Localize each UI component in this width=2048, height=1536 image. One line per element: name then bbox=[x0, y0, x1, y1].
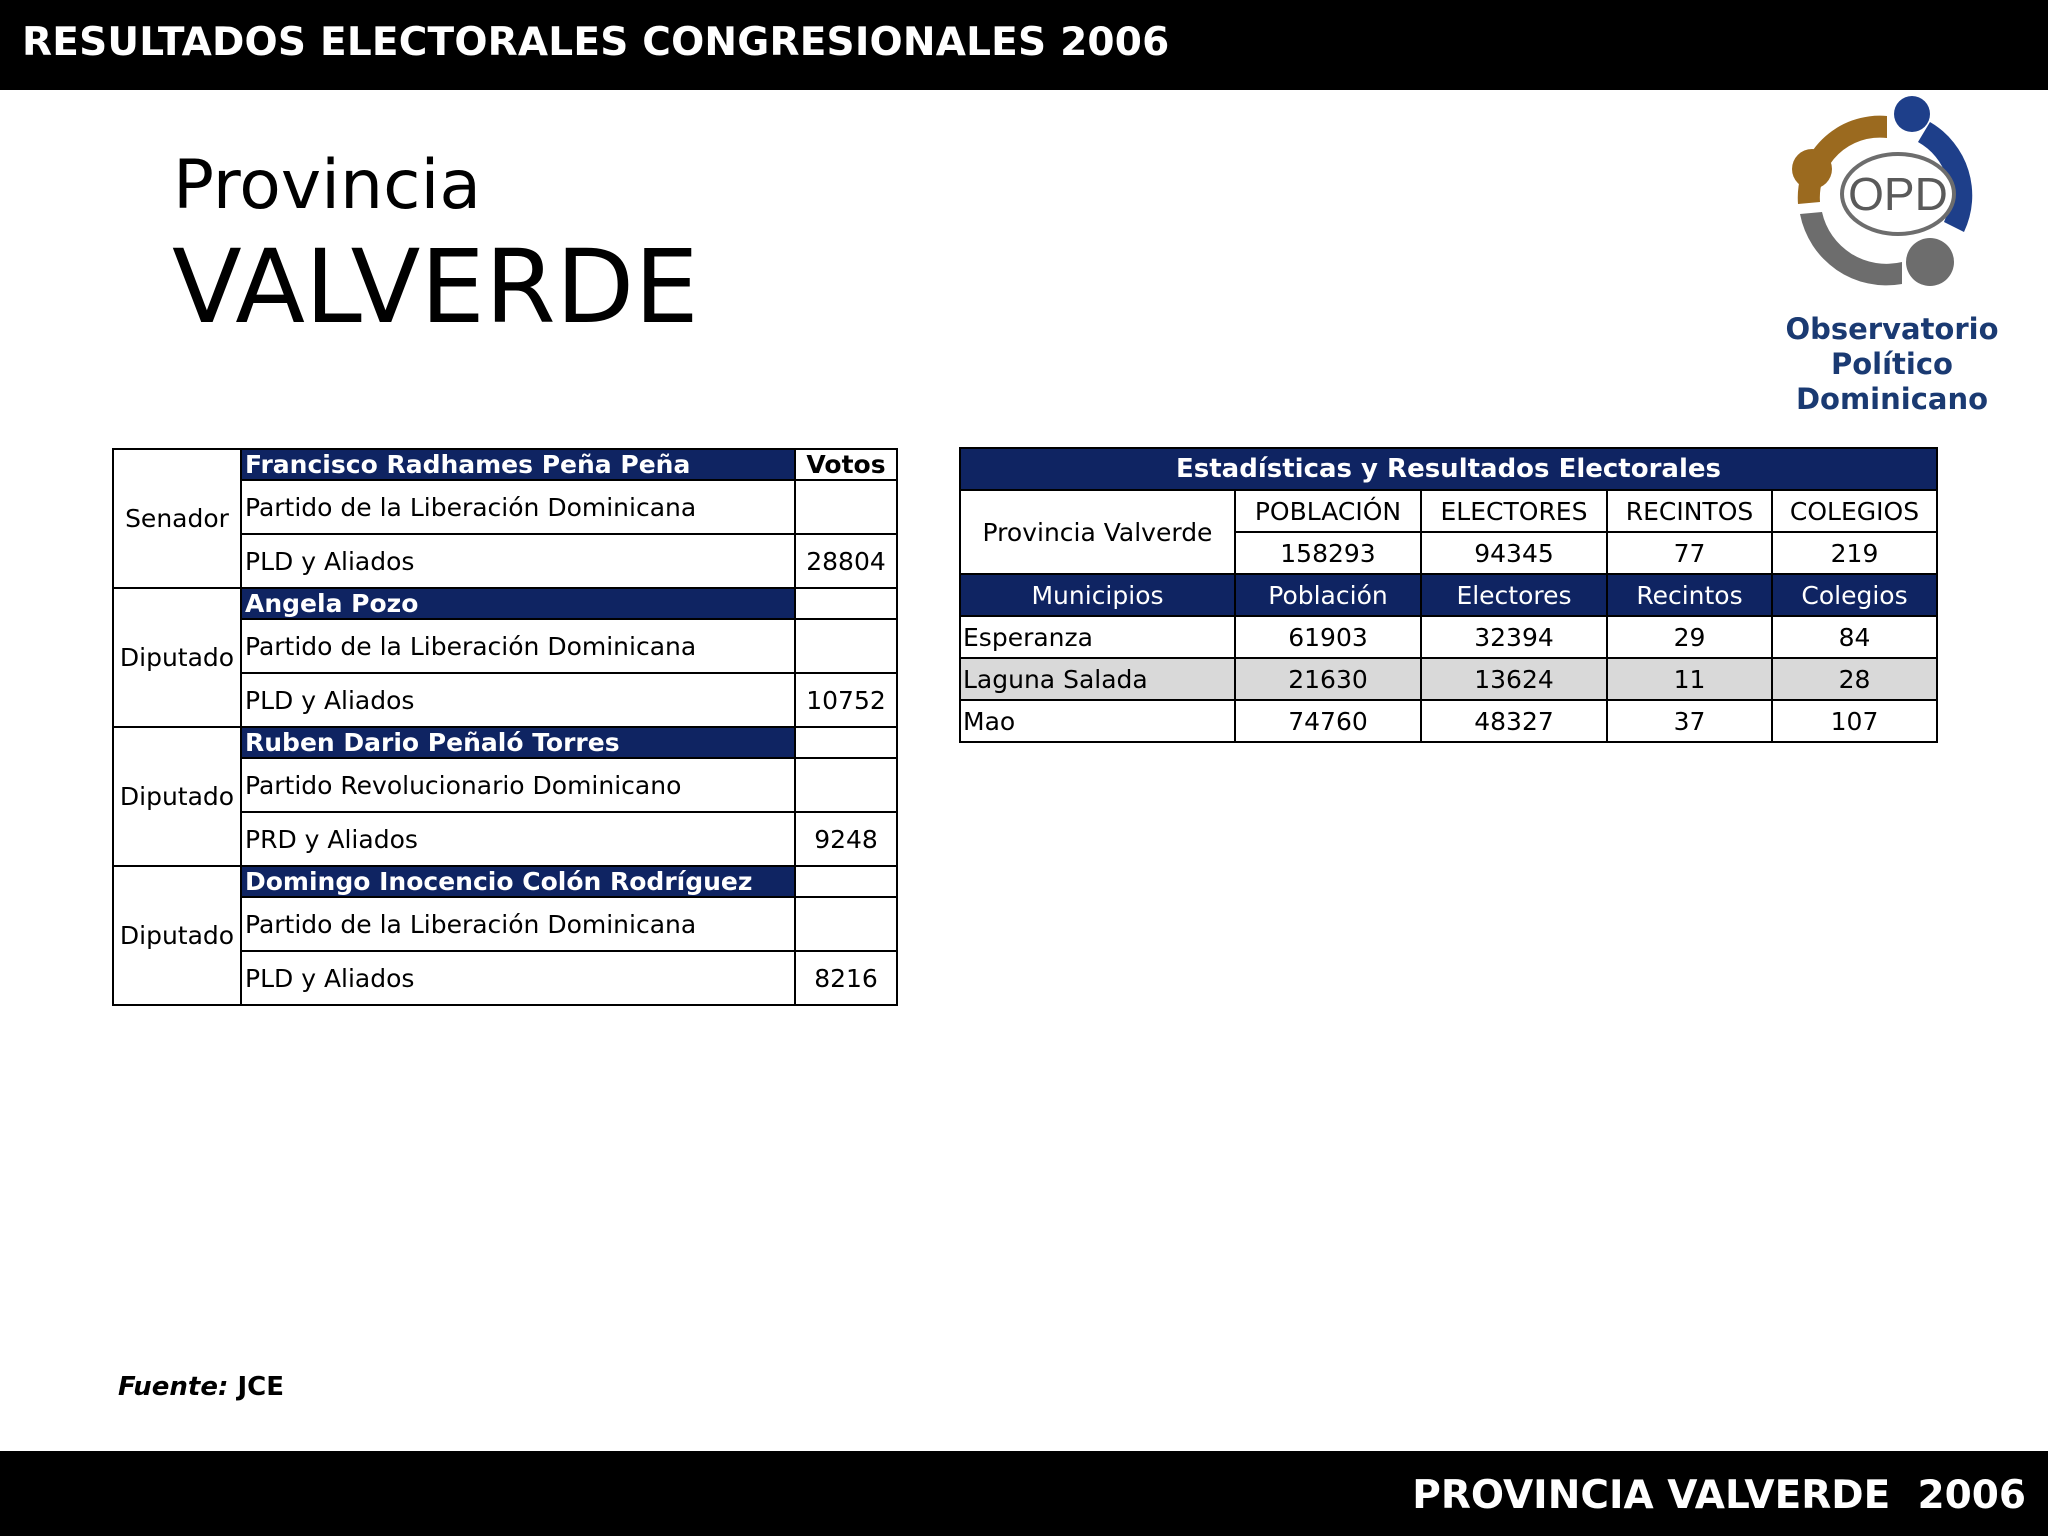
summary-header: POBLACIÓN bbox=[1235, 490, 1421, 532]
footer-title: PROVINCIA VALVERDE 2006 bbox=[1412, 1473, 2026, 1518]
municipality-value: 61903 bbox=[1235, 616, 1421, 658]
footer-bar bbox=[0, 1451, 2048, 1536]
alliance-name: PLD y Aliados bbox=[241, 673, 795, 727]
municipality-value: 37 bbox=[1607, 700, 1772, 742]
header-title: RESULTADOS ELECTORALES CONGRESIONALES 2006 bbox=[22, 20, 1170, 65]
header-bar bbox=[0, 0, 2048, 90]
stats-title-row bbox=[960, 448, 1937, 490]
muni-header: Colegios bbox=[1772, 574, 1937, 616]
province-name: VALVERDE bbox=[172, 228, 699, 347]
votes-empty-cell bbox=[795, 897, 897, 951]
votes-value: 10752 bbox=[795, 673, 897, 727]
votes-empty-cell bbox=[795, 588, 897, 619]
votes-value: 8216 bbox=[795, 951, 897, 1005]
summary-value: 77 bbox=[1607, 532, 1772, 574]
candidate-name-row bbox=[113, 449, 897, 480]
summary-value: 158293 bbox=[1235, 532, 1421, 574]
summary-header: ELECTORES bbox=[1421, 490, 1607, 532]
municipality-row bbox=[960, 658, 1937, 700]
province-label: Provincia bbox=[173, 146, 482, 225]
summary-value: 219 bbox=[1772, 532, 1937, 574]
candidate-name-row bbox=[113, 727, 897, 758]
municipality-row bbox=[960, 700, 1937, 742]
muni-header: Electores bbox=[1421, 574, 1607, 616]
role-cell: Diputado bbox=[113, 727, 241, 866]
votes-empty-cell bbox=[795, 619, 897, 673]
summary-value: 94345 bbox=[1421, 532, 1607, 574]
muni-header-row bbox=[960, 574, 1937, 616]
candidates-table bbox=[112, 448, 898, 1006]
opd-logo bbox=[1752, 94, 2032, 416]
source-value: JCE bbox=[237, 1372, 284, 1402]
summary-header-row bbox=[960, 490, 1937, 532]
municipality-value: 11 bbox=[1607, 658, 1772, 700]
muni-header: Recintos bbox=[1607, 574, 1772, 616]
candidate-name: Angela Pozo bbox=[241, 588, 795, 619]
municipality-value: 107 bbox=[1772, 700, 1937, 742]
municipality-value: 28 bbox=[1772, 658, 1937, 700]
opd-logo-mark bbox=[1752, 94, 2032, 312]
municipality-value: 29 bbox=[1607, 616, 1772, 658]
muni-header: Población bbox=[1235, 574, 1421, 616]
stats-table bbox=[959, 447, 1938, 743]
stats-title: Estadísticas y Resultados Electorales bbox=[960, 448, 1937, 490]
candidate-name: Francisco Radhames Peña Peña bbox=[241, 449, 795, 480]
municipality-value: 84 bbox=[1772, 616, 1937, 658]
summary-header: COLEGIOS bbox=[1772, 490, 1937, 532]
candidate-name: Domingo Inocencio Colón Rodríguez bbox=[241, 866, 795, 897]
municipality-name: Mao bbox=[960, 700, 1235, 742]
party-name: Partido de la Liberación Dominicana bbox=[241, 619, 795, 673]
votes-value: 9248 bbox=[795, 812, 897, 866]
logo-gray-dot bbox=[1906, 238, 1954, 286]
logo-caption bbox=[1752, 312, 2032, 417]
votes-empty-cell bbox=[795, 480, 897, 534]
muni-header: Municipios bbox=[960, 574, 1235, 616]
source-label: Fuente: bbox=[118, 1372, 229, 1402]
candidate-name-row bbox=[113, 866, 897, 897]
candidate-name-row bbox=[113, 588, 897, 619]
votes-header: Votos bbox=[795, 449, 897, 480]
votes-value: 28804 bbox=[795, 534, 897, 588]
votes-empty-cell bbox=[795, 866, 897, 897]
logo-line2: Dominicano bbox=[1795, 382, 1989, 416]
role-cell: Diputado bbox=[113, 866, 241, 1005]
party-name: Partido de la Liberación Dominicana bbox=[241, 480, 795, 534]
municipality-value: 74760 bbox=[1235, 700, 1421, 742]
province-summary-label: Provincia Valverde bbox=[960, 490, 1235, 574]
source-note bbox=[118, 1372, 284, 1402]
votes-empty-cell bbox=[795, 727, 897, 758]
logo-blue-dot bbox=[1894, 96, 1930, 132]
party-name: Partido de la Liberación Dominicana bbox=[241, 897, 795, 951]
municipality-name: Esperanza bbox=[960, 616, 1235, 658]
municipality-name: Laguna Salada bbox=[960, 658, 1235, 700]
municipality-value: 32394 bbox=[1421, 616, 1607, 658]
logo-acronym: OPD bbox=[1848, 168, 1948, 220]
municipality-row bbox=[960, 616, 1937, 658]
party-name: Partido Revolucionario Dominicano bbox=[241, 758, 795, 812]
municipality-value: 48327 bbox=[1421, 700, 1607, 742]
role-cell: Senador bbox=[113, 449, 241, 588]
candidate-name: Ruben Dario Peñaló Torres bbox=[241, 727, 795, 758]
alliance-name: PRD y Aliados bbox=[241, 812, 795, 866]
municipality-value: 13624 bbox=[1421, 658, 1607, 700]
logo-line1: Observatorio Político bbox=[1785, 312, 1999, 381]
alliance-name: PLD y Aliados bbox=[241, 951, 795, 1005]
alliance-name: PLD y Aliados bbox=[241, 534, 795, 588]
municipality-value: 21630 bbox=[1235, 658, 1421, 700]
votes-empty-cell bbox=[795, 758, 897, 812]
summary-header: RECINTOS bbox=[1607, 490, 1772, 532]
role-cell: Diputado bbox=[113, 588, 241, 727]
